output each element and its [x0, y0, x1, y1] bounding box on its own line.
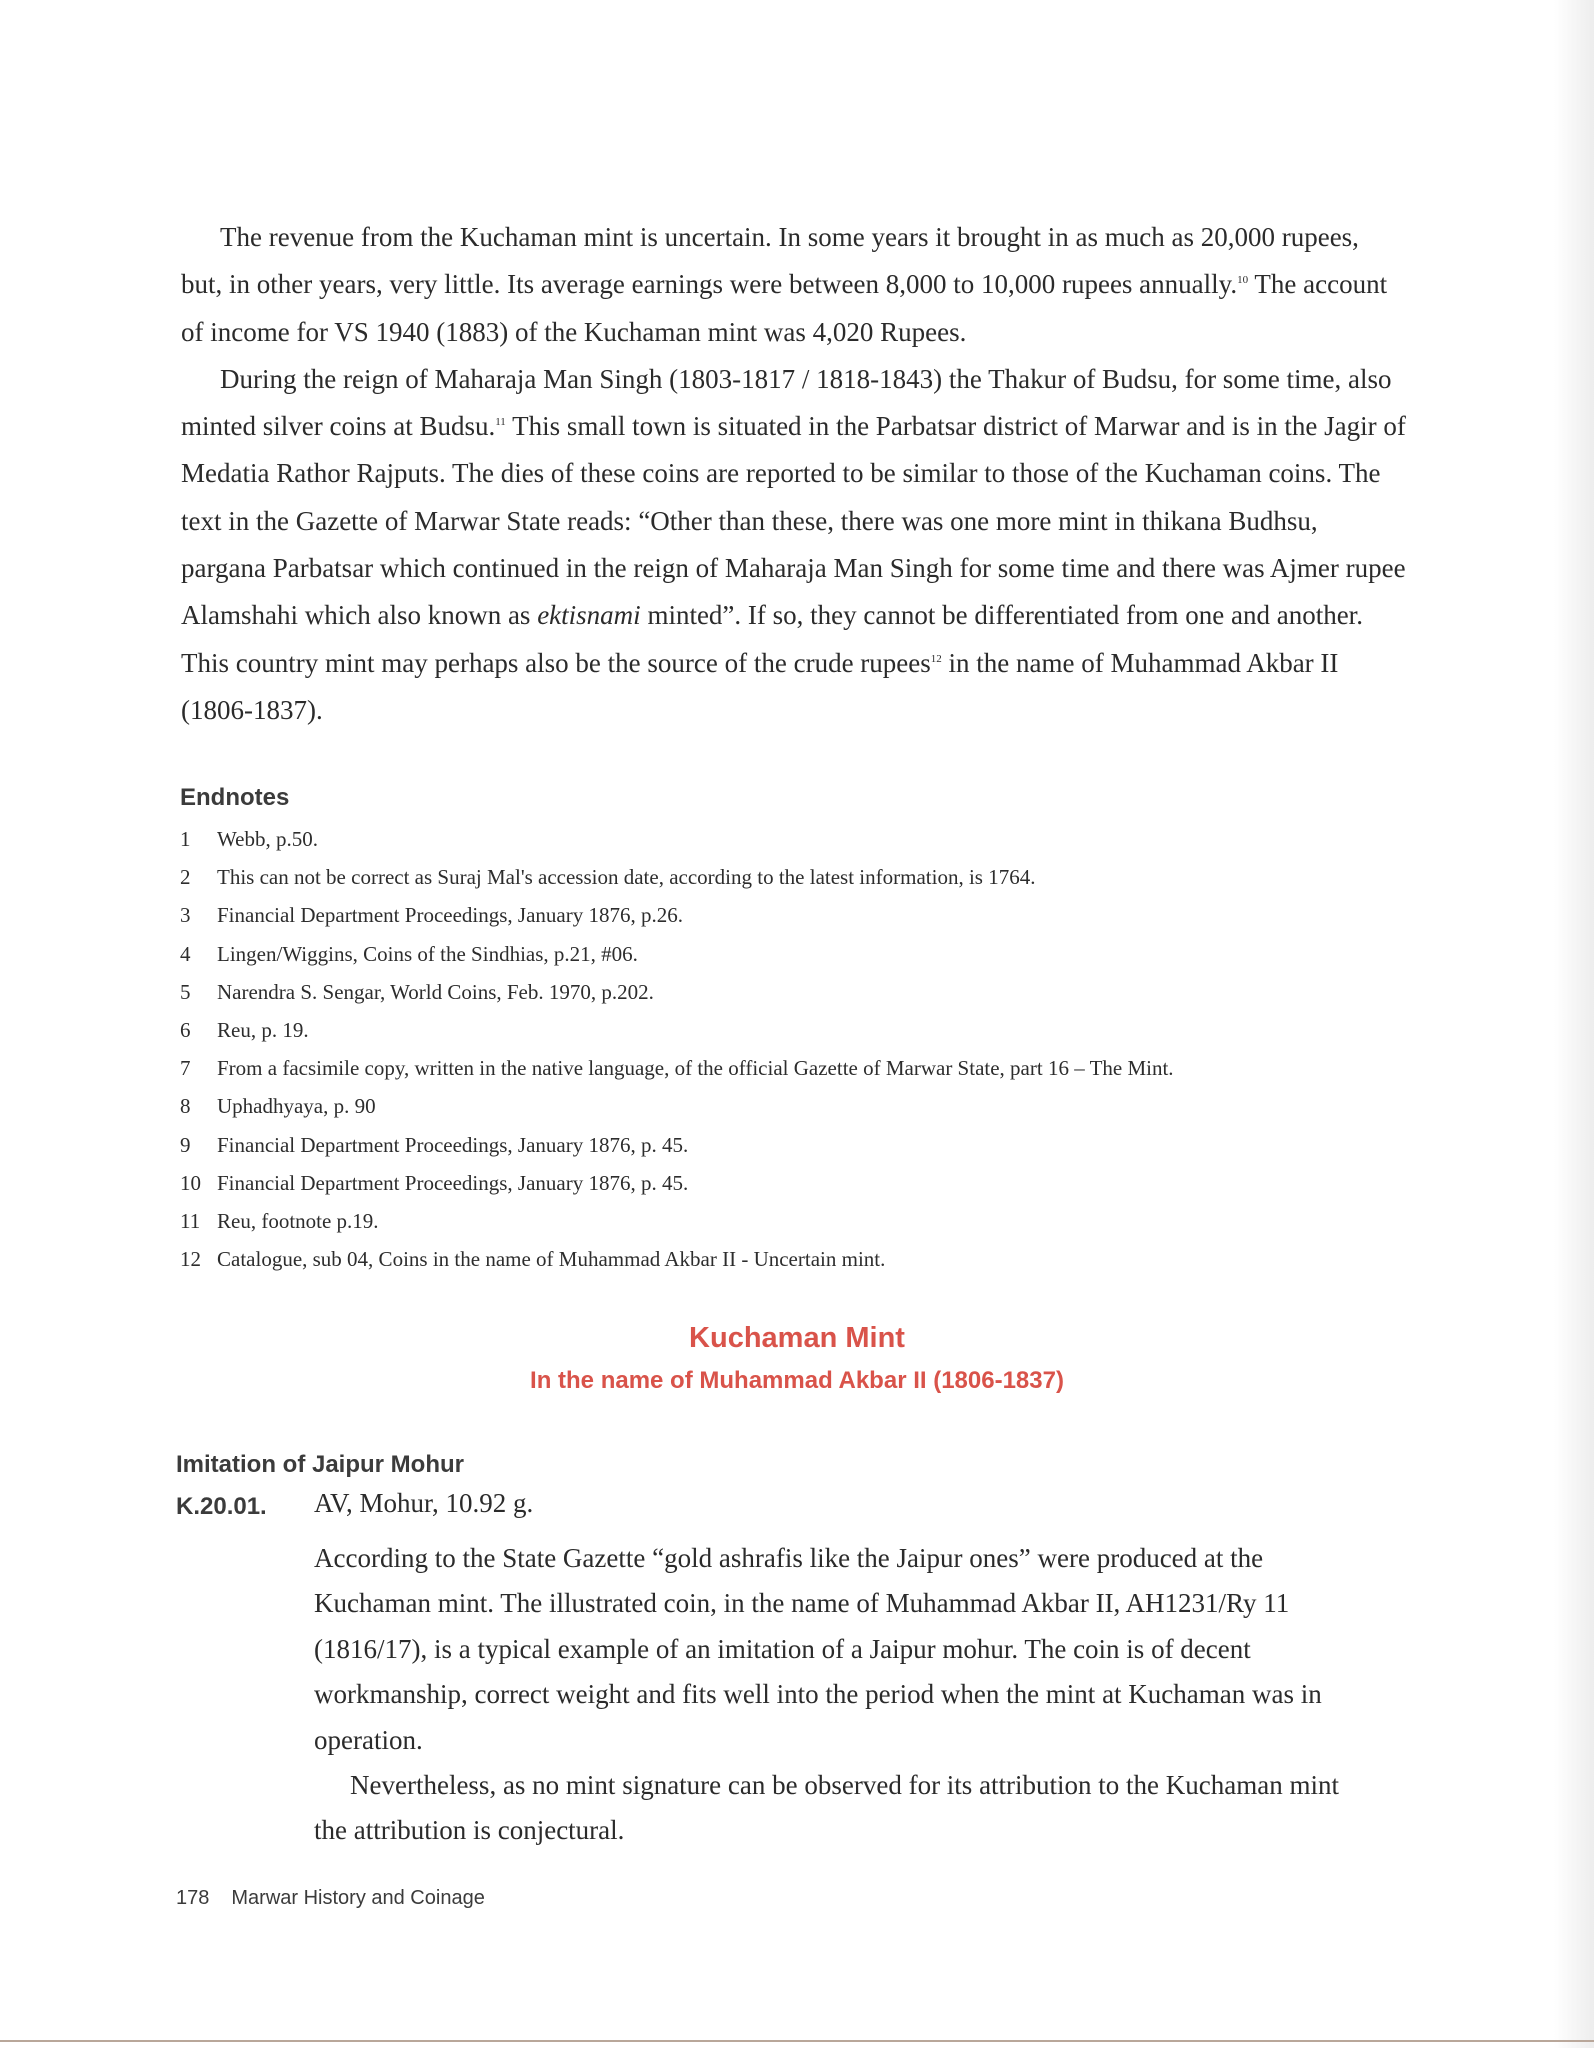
bottom-edge-line [0, 2040, 1594, 2042]
endnote-number: 5 [180, 979, 191, 1004]
endnote-text: Webb, p.50. [217, 827, 318, 851]
footnote-ref-12[interactable]: 12 [930, 652, 942, 665]
endnote-number: 6 [180, 1018, 191, 1043]
endnote-text: Narendra S. Sengar, World Coins, Feb. 1970, p.202. [217, 979, 654, 1004]
section-subtitle: In the name of Muhammad Akbar II (1806-1837) [530, 1367, 1064, 1394]
endnote-number: 12 [180, 1247, 201, 1272]
endnote-text: Financial Department Proceedings, January 1876, p. 45. [217, 1132, 689, 1157]
page-footer [176, 1887, 485, 1910]
catalog-description: AV, Mohur, 10.92 g. [314, 1488, 534, 1518]
endnote-text: Catalogue, sub 04, Coins in the name of Muhammad Akbar II - Uncertain mint. [217, 1247, 886, 1272]
catalog-number: K.20.01. [176, 1493, 267, 1520]
endnote-item [180, 1126, 1380, 1164]
coin-type-heading: Imitation of Jaipur Mohur [176, 1451, 464, 1478]
endnotes-heading: Endnotes [180, 784, 290, 811]
page-edge-shadow [1554, 0, 1594, 2048]
endnote-text: Reu, p. 19. [217, 1018, 309, 1043]
endnote-item [180, 1087, 1380, 1125]
endnote-number: 11 [180, 1209, 201, 1234]
endnote-item [180, 896, 1380, 934]
body-paragraph-1: The revenue from the Kuchaman mint is uncertain. In some years it brought in as much as 20,000 rupees, but, in other years, very little. Its average earnings were between 8,000 to 10,000 rupees annually.$^{10}$ The account of income for VS 1940 (1883) of the Kuchaman mint was 4,020 Rupees. [181, 222, 1388, 347]
catalog-paragraph-1: According to the State Gazette “gold ashrafis like the Jaipur ones” were produced at the Kuchaman mint. The illustrated coin, in the name of Muhammad Akbar II, AH1231/Ry 11 (1816/17), is a typical example of an imitation of a Jaipur mohur. The coin is of decent workmanship, correct weight and fits well into the period when the mint at Kuchaman was in operation. [314, 1543, 1322, 1755]
endnote-number: 7 [180, 1056, 191, 1081]
endnote-item [180, 1164, 1380, 1202]
footnote-ref-10[interactable]: 10 [1237, 274, 1249, 287]
section-title: Kuchaman Mint [689, 1322, 905, 1354]
endnote-text: Uphadhyaya, p. 90 [217, 1094, 376, 1119]
endnote-number: 4 [180, 941, 191, 966]
endnote-item [180, 1240, 1380, 1278]
endnote-text: Lingen/Wiggins, Coins of the Sindhias, p.21, #06. [217, 941, 638, 966]
endnote-item [180, 973, 1380, 1011]
endnote-text: Financial Department Proceedings, January 1876, p.26. [217, 903, 683, 928]
endnote-number: 8 [180, 1094, 191, 1119]
endnote-text: This can not be correct as Suraj Mal's accession date, according to the latest information, is 1764. [217, 865, 1036, 890]
page-number: 178 [176, 1887, 210, 1909]
endnote-item [180, 1011, 1380, 1049]
endnote-text: Financial Department Proceedings, January 1876, p. 45. [217, 1170, 689, 1195]
endnote-item [180, 858, 1380, 896]
endnote-item [180, 935, 1380, 973]
endnote-number: 10 [180, 1170, 201, 1195]
endnote-number: 1 [180, 827, 191, 851]
endnote-item [180, 1202, 1380, 1240]
endnote-number: 3 [180, 903, 191, 928]
catalog-text [314, 1536, 1374, 1854]
endnotes-list [180, 820, 1380, 1278]
endnote-text: Reu, footnote p.19. [217, 1209, 379, 1234]
footnote-ref-11[interactable]: 11 [495, 416, 506, 429]
endnote-number: 9 [180, 1132, 191, 1157]
endnote-item [180, 820, 1380, 858]
endnote-text: From a facsimile copy, written in the native language, of the official Gazette of Marwar State, part 16 – The Mint. [217, 1056, 1174, 1081]
body-text [181, 214, 1406, 734]
catalog-paragraph-2: Nevertheless, as no mint signature can be observed for its attribution to the Kuchaman mint the attribution is conjectural. [314, 1770, 1339, 1846]
endnote-number: 2 [180, 865, 191, 890]
endnote-item [180, 1049, 1380, 1087]
book-title: Marwar History and Coinage [231, 1887, 485, 1909]
body-paragraph-2: During the reign of Maharaja Man Singh (1803-1817 / 1818-1843) the Thakur of Budsu, for some time, also minted silver coins at Budsu.$^{11}$ This small town is situated in the Parbatsar district of Marwar and is in the Jagir of Medatia Rathor Rajputs. The dies of these coins are reported to be similar to those of the Kuchaman coins. The text in the Gazette of Marwar State reads: “Other than these, there was one more mint in thikana Budhsu, pargana Parbatsar which continued in the reign of Maharaja Man Singh for some time and there was Ajmer rupee Alamshahi which also known as ektisnami minted”. If so, they cannot be differentiated from one and another. This country mint may perhaps also be the source of the crude rupees$^{12}$ in the name of Muhammad Akbar II (1806-1837). [181, 363, 1406, 725]
